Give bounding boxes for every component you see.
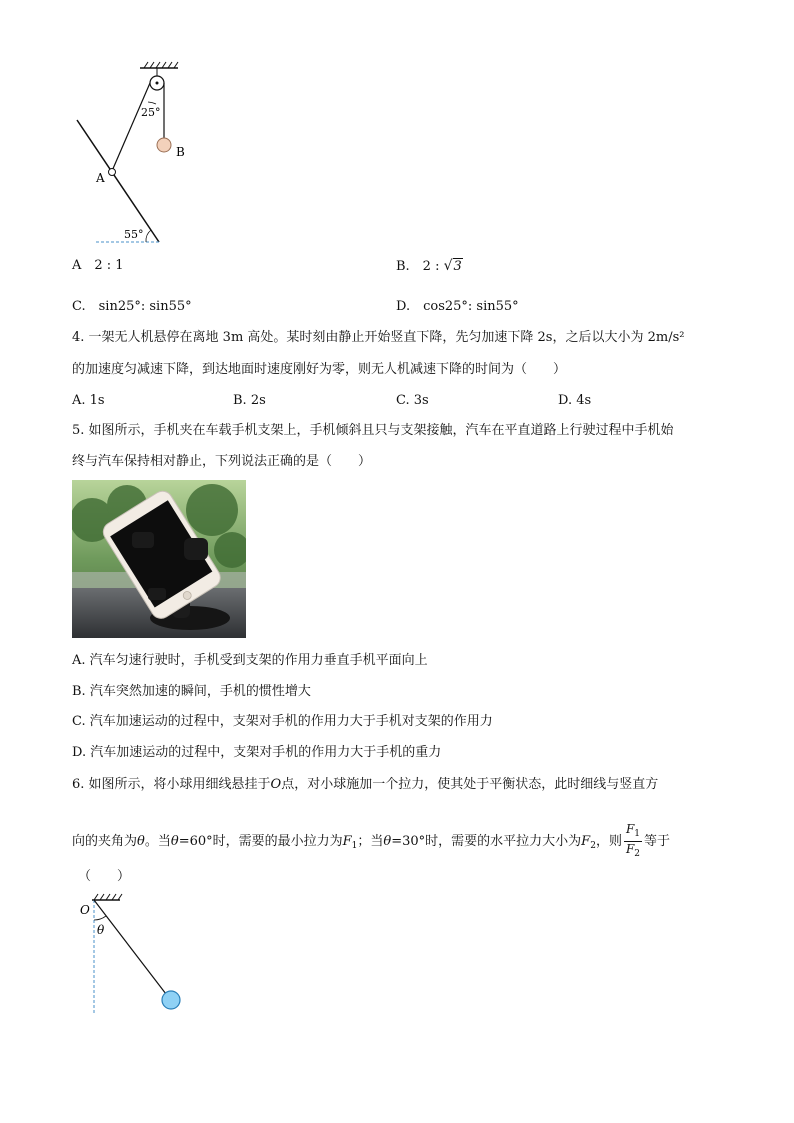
theta-symbol: θ [137, 834, 145, 849]
q3-option-c: C. sin25°: sin55° [72, 299, 192, 314]
q4-option-c: C. 3s [396, 393, 429, 408]
f2-subscript: 2 [590, 841, 596, 851]
f1-symbol: F [342, 834, 352, 849]
q4-option-b: B. 2s [233, 393, 266, 408]
q5-option-a: A. 汽车匀速行驶时，手机受到支架的作用力垂直手机平面向上 [72, 653, 428, 668]
angle-25-label: 25° [141, 106, 161, 119]
q5-stem-line2: 终与汽车保持相对静止，下列说法正确的是（ ） [72, 454, 372, 469]
label-theta: θ [97, 923, 105, 937]
pendulum-string [94, 900, 166, 994]
label-b: B [176, 145, 185, 159]
label-a: A [96, 171, 105, 185]
ring-a [109, 169, 116, 176]
f1-subscript: 1 [351, 841, 358, 851]
q3-option-b-radicand: 3 [453, 259, 462, 274]
q6-text: ，则 [595, 834, 622, 849]
q6-text: 。当 [144, 834, 171, 849]
fraction-f1-over-f2 [624, 822, 642, 861]
pendulum-ceiling-hatch [94, 894, 122, 900]
q6-answer-paren: （ ） [78, 869, 131, 884]
figure-pulley-incline [60, 58, 220, 248]
label-o: O [80, 903, 90, 917]
point-o-inline: O [270, 777, 282, 792]
ball-b [157, 138, 171, 152]
q4-stem-line1: 4. 一架无人机悬停在离地 3m 高处。某时刻由静止开始竖直下降，先匀加速下降 2s，之后以大小为 2m/s² [72, 330, 685, 345]
angle-55-label: 55° [124, 228, 144, 241]
q6-text: =30°时，需要的水平拉力大小为 [391, 834, 582, 849]
q6-text: ；当 [357, 834, 384, 849]
frac-num-f: F [625, 822, 635, 836]
q6-text: 等于 [644, 834, 671, 849]
q6-text: 点，对小球施加一个拉力，使其处于平衡状态，此时细线与竖直方 [281, 777, 659, 792]
q3-option-a: A 2 : 1 [72, 258, 124, 273]
ceiling-hatch [144, 62, 178, 68]
q3-option-d: D. cos25°: sin55° [396, 299, 519, 314]
frac-den-sub: 2 [634, 849, 641, 859]
theta-symbol: θ [170, 834, 179, 849]
q5-stem-line1: 5. 如图所示，手机夹在车载手机支架上，手机倾斜且只与支架接触，汽车在平直道路上行驶过程中手机始 [72, 423, 674, 438]
q4-option-d: D. 4s [558, 393, 592, 408]
q6-stem-line2 [72, 822, 670, 861]
q5-option-b: B. 汽车突然加速的瞬间，手机的惯性增大 [72, 684, 311, 699]
pendulum-ball [162, 991, 180, 1009]
incline-rod [77, 120, 159, 242]
q4-stem-line2: 的加速度匀减速下降，到达地面时速度刚好为零，则无人机减速下降的时间为（ ） [72, 362, 567, 377]
q5-option-d: D. 汽车加速运动的过程中，支架对手机的作用力大于手机的重力 [72, 745, 442, 760]
q3-option-b-prefix: B. 2 : [396, 259, 444, 274]
frac-num-sub: 1 [634, 829, 641, 839]
q6-text: 6. 如图所示，将小球用细线悬挂于 [72, 777, 271, 792]
q5-option-c: C. 汽车加速运动的过程中，支架对手机的作用力大于手机对支架的作用力 [72, 714, 493, 729]
frac-den-f: F [625, 842, 635, 856]
f2-symbol: F [581, 834, 591, 849]
q6-stem-line1 [72, 776, 658, 794]
q3-option-b [396, 257, 463, 276]
q6-text: 向的夹角为 [72, 834, 138, 849]
sqrt-symbol: √ [443, 258, 453, 274]
rope-slanted [112, 83, 150, 171]
phone-mount-photo [72, 480, 246, 638]
figure-pendulum [74, 890, 194, 1020]
theta-symbol: θ [383, 834, 392, 849]
q6-text: =60°时，需要的最小拉力为 [178, 834, 343, 849]
q4-option-a: A. 1s [72, 393, 105, 408]
